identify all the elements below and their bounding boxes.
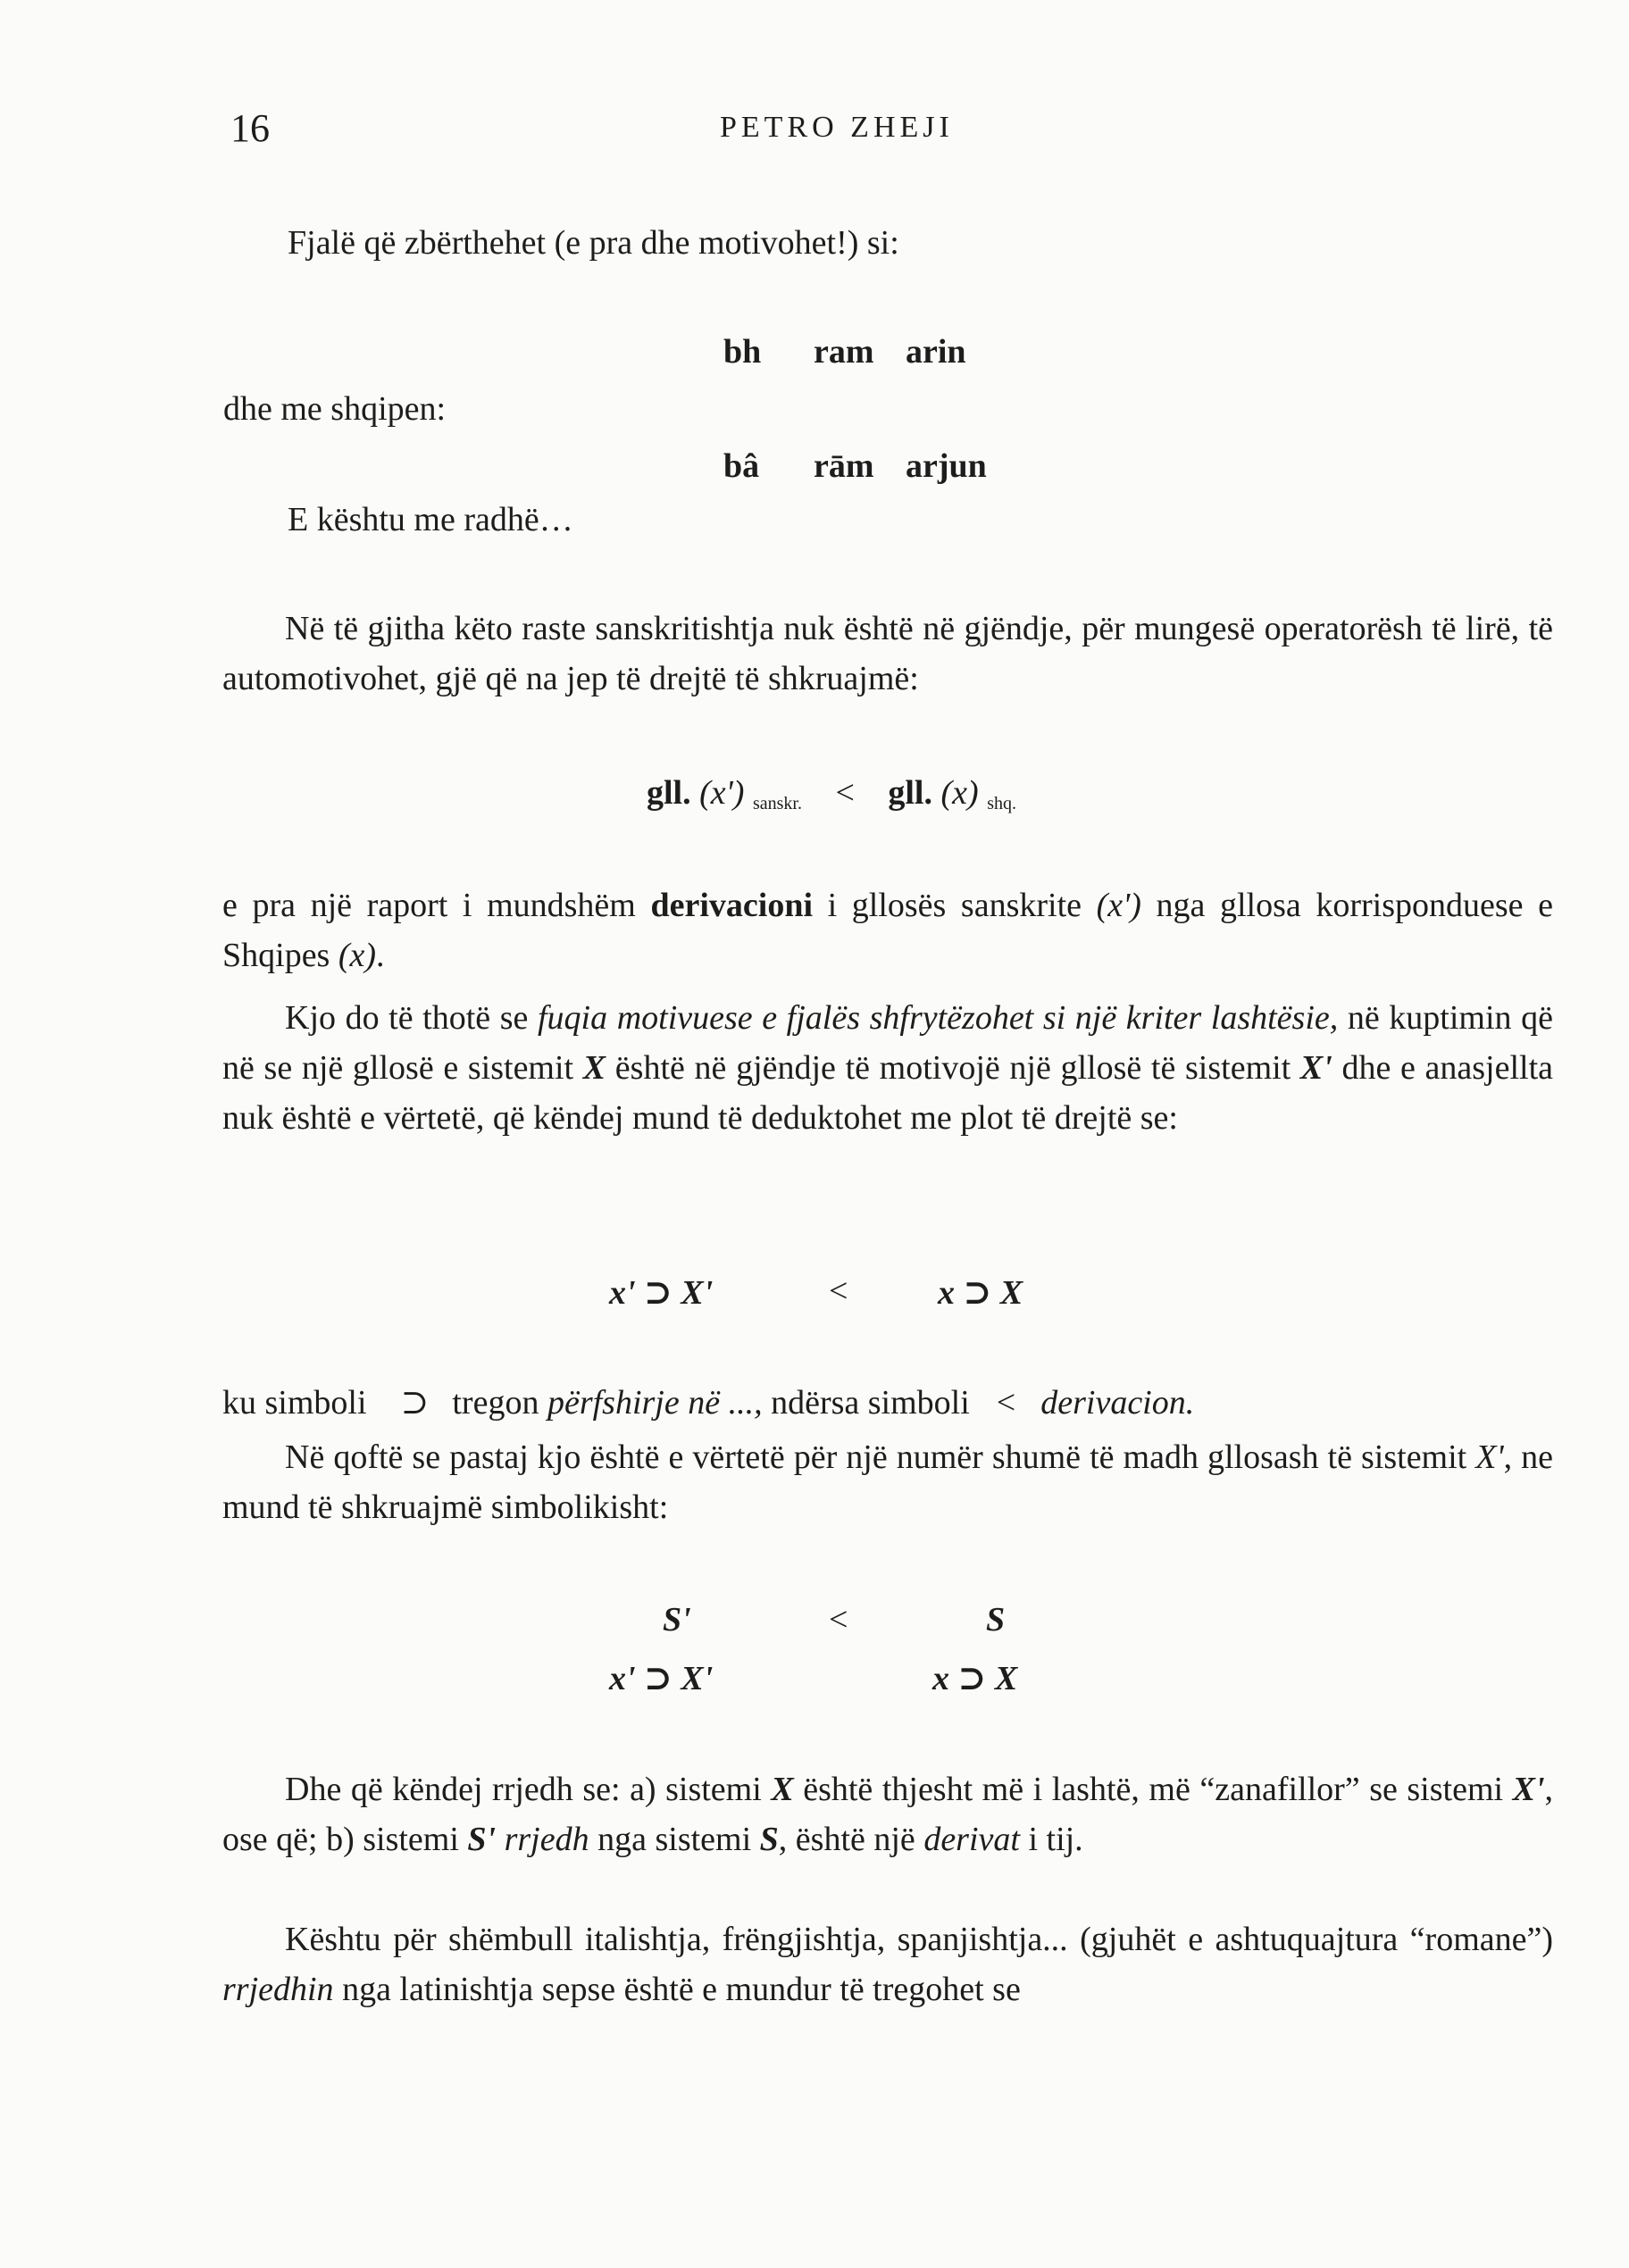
p3-sym-x-prime: X'	[1299, 1049, 1332, 1087]
formula-3-lt: <	[829, 1601, 848, 1638]
formula-3-s: S	[986, 1601, 1006, 1638]
p6-rrjedh: rrjedh	[504, 1821, 589, 1858]
p6-sym-s-prime: S'	[467, 1821, 497, 1858]
p5-text-c: , ne mund të shkruajmë simbolikisht:	[222, 1438, 1554, 1526]
paragraph-6	[222, 1764, 1553, 1864]
page-number: 16	[230, 106, 270, 150]
formula-1-sub-sanskr: sanskr.	[752, 794, 802, 813]
p6-sym-s: S	[759, 1821, 779, 1858]
formula-1-sub-shq: shq.	[987, 794, 1016, 813]
p4-italic-inclusion: përfshirje në ...,	[547, 1384, 763, 1422]
row2-ram: rām	[814, 447, 874, 485]
paragraph-4	[222, 1382, 1194, 1422]
p4-text-a: ku simboli	[222, 1384, 367, 1422]
formula-1-gll-left: gll.	[647, 774, 691, 812]
formula-1	[647, 773, 1016, 814]
p6-text-c: është thjesht më i lashtë, më “zanafillor” se sistemi	[793, 1771, 1513, 1808]
p2-text-a: e pra një raport i mundshëm	[222, 887, 651, 924]
etc-line: E kështu me radhë…	[288, 501, 573, 538]
p6-text-a: Dhe që këndej rrjedh se: a) sistemi	[285, 1771, 772, 1808]
p3-italic-phrase: fuqia motivuese e fjalës shfrytëzohet si një kriter lashtësie,	[538, 999, 1339, 1037]
p6-sym-x: X	[771, 1771, 794, 1808]
formula-3-s-prime: S'	[663, 1601, 691, 1638]
p2-x: (x)	[338, 937, 377, 974]
p4-lt-symbol: <	[996, 1384, 1016, 1422]
p4-text-e: ndërsa simboli	[762, 1384, 970, 1422]
p7-rrjedhin: rrjedhin	[222, 1971, 334, 2008]
p4-derivacion: derivacion.	[1040, 1384, 1195, 1422]
row1-ram: ram	[814, 333, 874, 371]
row2-arjun: arjun	[906, 447, 987, 485]
paragraph-2	[222, 880, 1553, 980]
formula-2-left: x' ⊃ X'	[609, 1274, 714, 1312]
shqip-label: dhe me shqipen:	[223, 390, 447, 428]
running-head: PETRO ZHEJI	[720, 111, 954, 144]
p6-text-m: i tij.	[1019, 1821, 1083, 1858]
p2-text-g: .	[376, 937, 385, 974]
p3-text-e: është në gjëndje të motivojë një gllosë të sistemit	[606, 1049, 1300, 1087]
paragraph-1: Në të gjitha këto raste sanskritishtja nuk është në gjëndje, për mungesë operatorësh të lirë, të automotivohet, gjë që na jep të drejtë të shkruajmë:	[222, 610, 1553, 697]
p2-text-e: nga gllosa korrisponduese e Shqipes	[222, 887, 1553, 974]
row1-arin: arin	[906, 333, 966, 371]
formula-3-right: x ⊃ X	[932, 1660, 1018, 1697]
formula-1-x: (x)	[940, 774, 979, 812]
formula-1-lt: <	[835, 774, 855, 812]
p6-derivat: derivat	[923, 1821, 1020, 1858]
p6-text-g	[496, 1821, 505, 1858]
p2-derivacioni: derivacioni	[650, 887, 814, 924]
p2-x-prime: (x')	[1096, 887, 1141, 924]
p6-text-e: , ose që; b) sistemi	[222, 1771, 1553, 1858]
p3-text-a: Kjo do të thotë se	[285, 999, 538, 1037]
p2-text-c: i gllosës sanskrite	[813, 887, 1097, 924]
formula-1-gll-right: gll.	[888, 774, 932, 812]
p5-x-prime: X'	[1475, 1438, 1504, 1476]
row2-ba: bâ	[723, 447, 760, 485]
formula-3-left: x' ⊃ X'	[609, 1660, 714, 1697]
p6-sym-x-prime: X'	[1512, 1771, 1545, 1808]
row1-bh: bh	[723, 333, 762, 371]
p4-text-c: tregon	[452, 1384, 547, 1422]
paragraph-5	[222, 1432, 1553, 1532]
formula-2-lt: <	[829, 1272, 848, 1310]
p3-sym-x: X	[582, 1049, 606, 1087]
p6-text-k: , është një	[778, 1821, 924, 1858]
p4-superset-symbol: ⊃	[400, 1384, 430, 1422]
p6-text-i: nga sistemi	[589, 1821, 760, 1858]
formula-2-right: x ⊃ X	[938, 1274, 1023, 1312]
p7-text-c: nga latinishtja sepse është e mundur të tregohet se	[333, 1971, 1021, 2008]
intro-line: Fjalë që zbërthehet (e pra dhe motivohet!) si:	[288, 224, 899, 262]
paragraph-3	[222, 993, 1553, 1143]
p5-text-a: Në qoftë se pastaj kjo është e vërtetë për një numër shumë të madh gllosash të sistemit	[285, 1438, 1476, 1476]
formula-1-x-prime: (x')	[699, 774, 745, 812]
p3-text-g: dhe e anasjellta nuk është e vërtetë, që këndej mund të deduktohet me plot të drejtë se:	[222, 1049, 1554, 1137]
p3-text-c: në kuptimin që në se një gllosë e sistemit	[222, 999, 1553, 1087]
paragraph-7	[222, 1914, 1553, 2014]
p7-text-a: Kështu për shëmbull italishtja, frëngjishtja, spanjishtja... (gjuhët e ashtuquajtura “romane”)	[285, 1921, 1553, 1958]
